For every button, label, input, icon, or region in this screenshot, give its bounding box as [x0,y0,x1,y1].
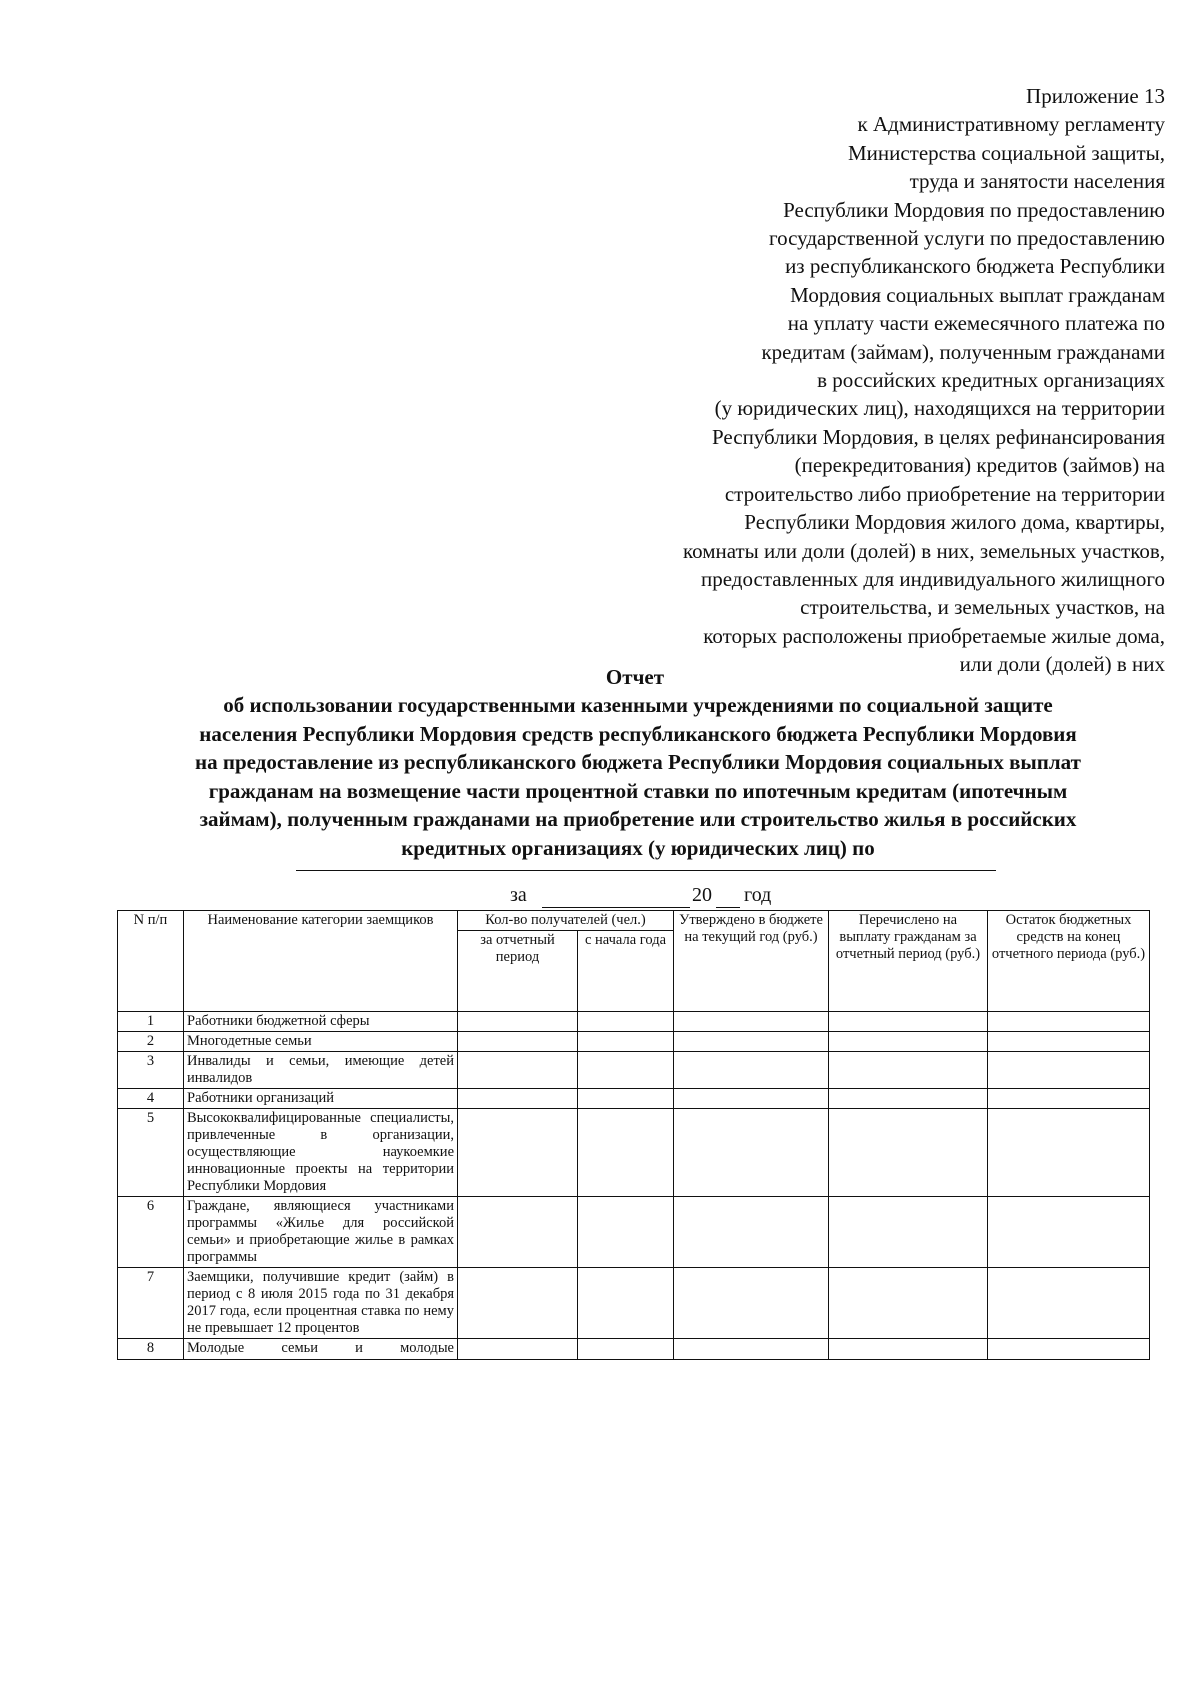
cell-period [458,1012,578,1032]
row-num: 4 [118,1089,184,1109]
cell-year-start [578,1268,674,1339]
cell-approved [674,1268,829,1339]
cell-year-start [578,1052,674,1089]
period-blank [542,907,690,908]
cell-year-start [578,1032,674,1052]
row-category: Высококвалифицированные специалисты, привлеченные в организации, осуществляющие наукоемкие инновационные проекты на территории Республики Мордовия [184,1109,458,1197]
report-subtitle-line: кредитных организациях (у юридических лиц) по [401,835,875,860]
cell-year-start [578,1339,674,1360]
annex-line: предоставленных для индивидуального жилищного [701,566,1165,591]
cell-balance [988,1052,1150,1089]
table-row [118,1197,1150,1268]
annex-line: (у юридических лиц), находящихся на территории [714,396,1165,421]
annex-line: или доли (долей) в них [959,652,1165,677]
cell-transferred [829,1012,988,1032]
cell-year-start [578,1197,674,1268]
row-category: Инвалиды и семьи, имеющие детей инвалидов [184,1052,458,1089]
cell-balance [988,1197,1150,1268]
row-num: 5 [118,1109,184,1197]
cell-approved [674,1197,829,1268]
table-row [118,1339,1150,1360]
institution-blank-line [296,870,996,871]
report-subtitle [110,691,1166,862]
row-num: 7 [118,1268,184,1339]
annex-line: Республики Мордовия, в целях рефинансирования [712,424,1165,449]
report-title: Отчет [605,665,665,689]
row-category: Молодые семьи и молодые [184,1339,458,1360]
cell-balance [988,1109,1150,1197]
table-row [118,1089,1150,1109]
cell-period [458,1089,578,1109]
report-period [300,884,950,910]
report-subtitle-line: населения Республики Мордовия средств республиканского бюджета Республики Мордовия [199,721,1077,746]
annex-line: строительство либо приобретение на территории [724,481,1165,506]
table-row [118,1052,1150,1089]
report-subtitle-line: гражданам на возмещение части процентной ставки по ипотечным кредитам (ипотечным [208,778,1068,803]
cell-approved [674,1089,829,1109]
row-num: 8 [118,1339,184,1360]
cell-approved [674,1052,829,1089]
annex-line: комнаты или доли (долей) в них, земельных участков, [682,538,1165,563]
report-subtitle-line: об использовании государственными казенными учреждениями по социальной защите [223,693,1053,717]
annex-line: Республики Мордовия по предоставлению [783,197,1165,222]
row-category: Работники организаций [184,1089,458,1109]
cell-approved [674,1012,829,1032]
cell-transferred [829,1032,988,1052]
table-row [118,1032,1150,1052]
annex-line: Министерства социальной защиты, [847,140,1165,165]
cell-transferred [829,1197,988,1268]
cell-transferred [829,1268,988,1339]
cell-approved [674,1032,829,1052]
cell-balance [988,1032,1150,1052]
cell-balance [988,1268,1150,1339]
row-category: Работники бюджетной сферы [184,1012,458,1032]
header-category: Наименование категории заемщиков [184,911,458,1012]
cell-period [458,1032,578,1052]
cell-balance [988,1089,1150,1109]
row-category: Многодетные семьи [184,1032,458,1052]
annex-line: труда и занятости населения [909,169,1165,194]
cell-period [458,1052,578,1089]
cell-transferred [829,1339,988,1360]
report-subtitle-line: на предоставление из республиканского бюджета Республики Мордовия социальных выплат [195,750,1081,774]
period-god: год [744,884,772,906]
row-category: Заемщики, получившие кредит (займ) в период с 8 июля 2015 года по 31 декабря 2017 года, если процентная ставка по нему не превышает 12 процентов [184,1268,458,1339]
row-category: Граждане, являющиеся участниками программы «Жилье для российской семьи» и приобретающие жилье в рамках программы [184,1197,458,1268]
report-table [117,910,1150,1360]
cell-balance [988,1012,1150,1032]
annex-line: государственной услуги по предоставлению [769,226,1165,251]
header-recipients: Кол-во получателей (чел.) [458,911,674,931]
header-approved: Утверждено в бюджете на текущий год (руб.) [674,911,829,1012]
annex-line: Мордовия социальных выплат гражданам [790,282,1165,307]
header-period: за отчетный период [458,931,578,1012]
annex-line: к Административному регламенту [857,112,1165,137]
report-subtitle-line: займам), полученным гражданами на приобретение или строительство жилья в российских [199,807,1077,831]
cell-transferred [829,1109,988,1197]
table-row [118,1109,1150,1197]
annex-line: Республики Мордовия жилого дома, квартиры, [744,510,1165,535]
table-row [118,1012,1150,1032]
annex-line: которых расположены приобретаемые жилые дома, [703,623,1165,648]
cell-year-start [578,1012,674,1032]
annex-header [560,82,1165,679]
period-za: за [510,884,527,906]
annex-line: кредитам (займам), полученным гражданами [761,339,1165,364]
header-transferred: Перечислено на выплату гражданам за отчетный период (руб.) [829,911,988,1012]
cell-period [458,1109,578,1197]
row-num: 3 [118,1052,184,1089]
cell-approved [674,1339,829,1360]
cell-period [458,1339,578,1360]
cell-approved [674,1109,829,1197]
annex-line: из республиканского бюджета Республики [785,254,1165,279]
cell-period [458,1197,578,1268]
annex-line: (перекредитования) кредитов (займов) на [794,453,1165,478]
annex-line: Приложение 13 [1026,84,1165,108]
period-twenty: 20 [692,884,712,906]
cell-year-start [578,1109,674,1197]
header-year-start: с начала года [578,931,674,1012]
header-num: N п/п [118,911,184,1012]
header-balance: Остаток бюджетных средств на конец отчетного периода (руб.) [988,911,1150,1012]
year-blank [716,907,740,908]
cell-period [458,1268,578,1339]
cell-year-start [578,1089,674,1109]
cell-balance [988,1339,1150,1360]
cell-transferred [829,1052,988,1089]
annex-line: на уплату части ежемесячного платежа по [787,311,1165,336]
row-num: 2 [118,1032,184,1052]
cell-transferred [829,1089,988,1109]
annex-line: в российских кредитных организациях [817,368,1165,393]
annex-line: строительства, и земельных участков, на [800,595,1165,620]
table-row [118,1268,1150,1339]
row-num: 6 [118,1197,184,1268]
row-num: 1 [118,1012,184,1032]
